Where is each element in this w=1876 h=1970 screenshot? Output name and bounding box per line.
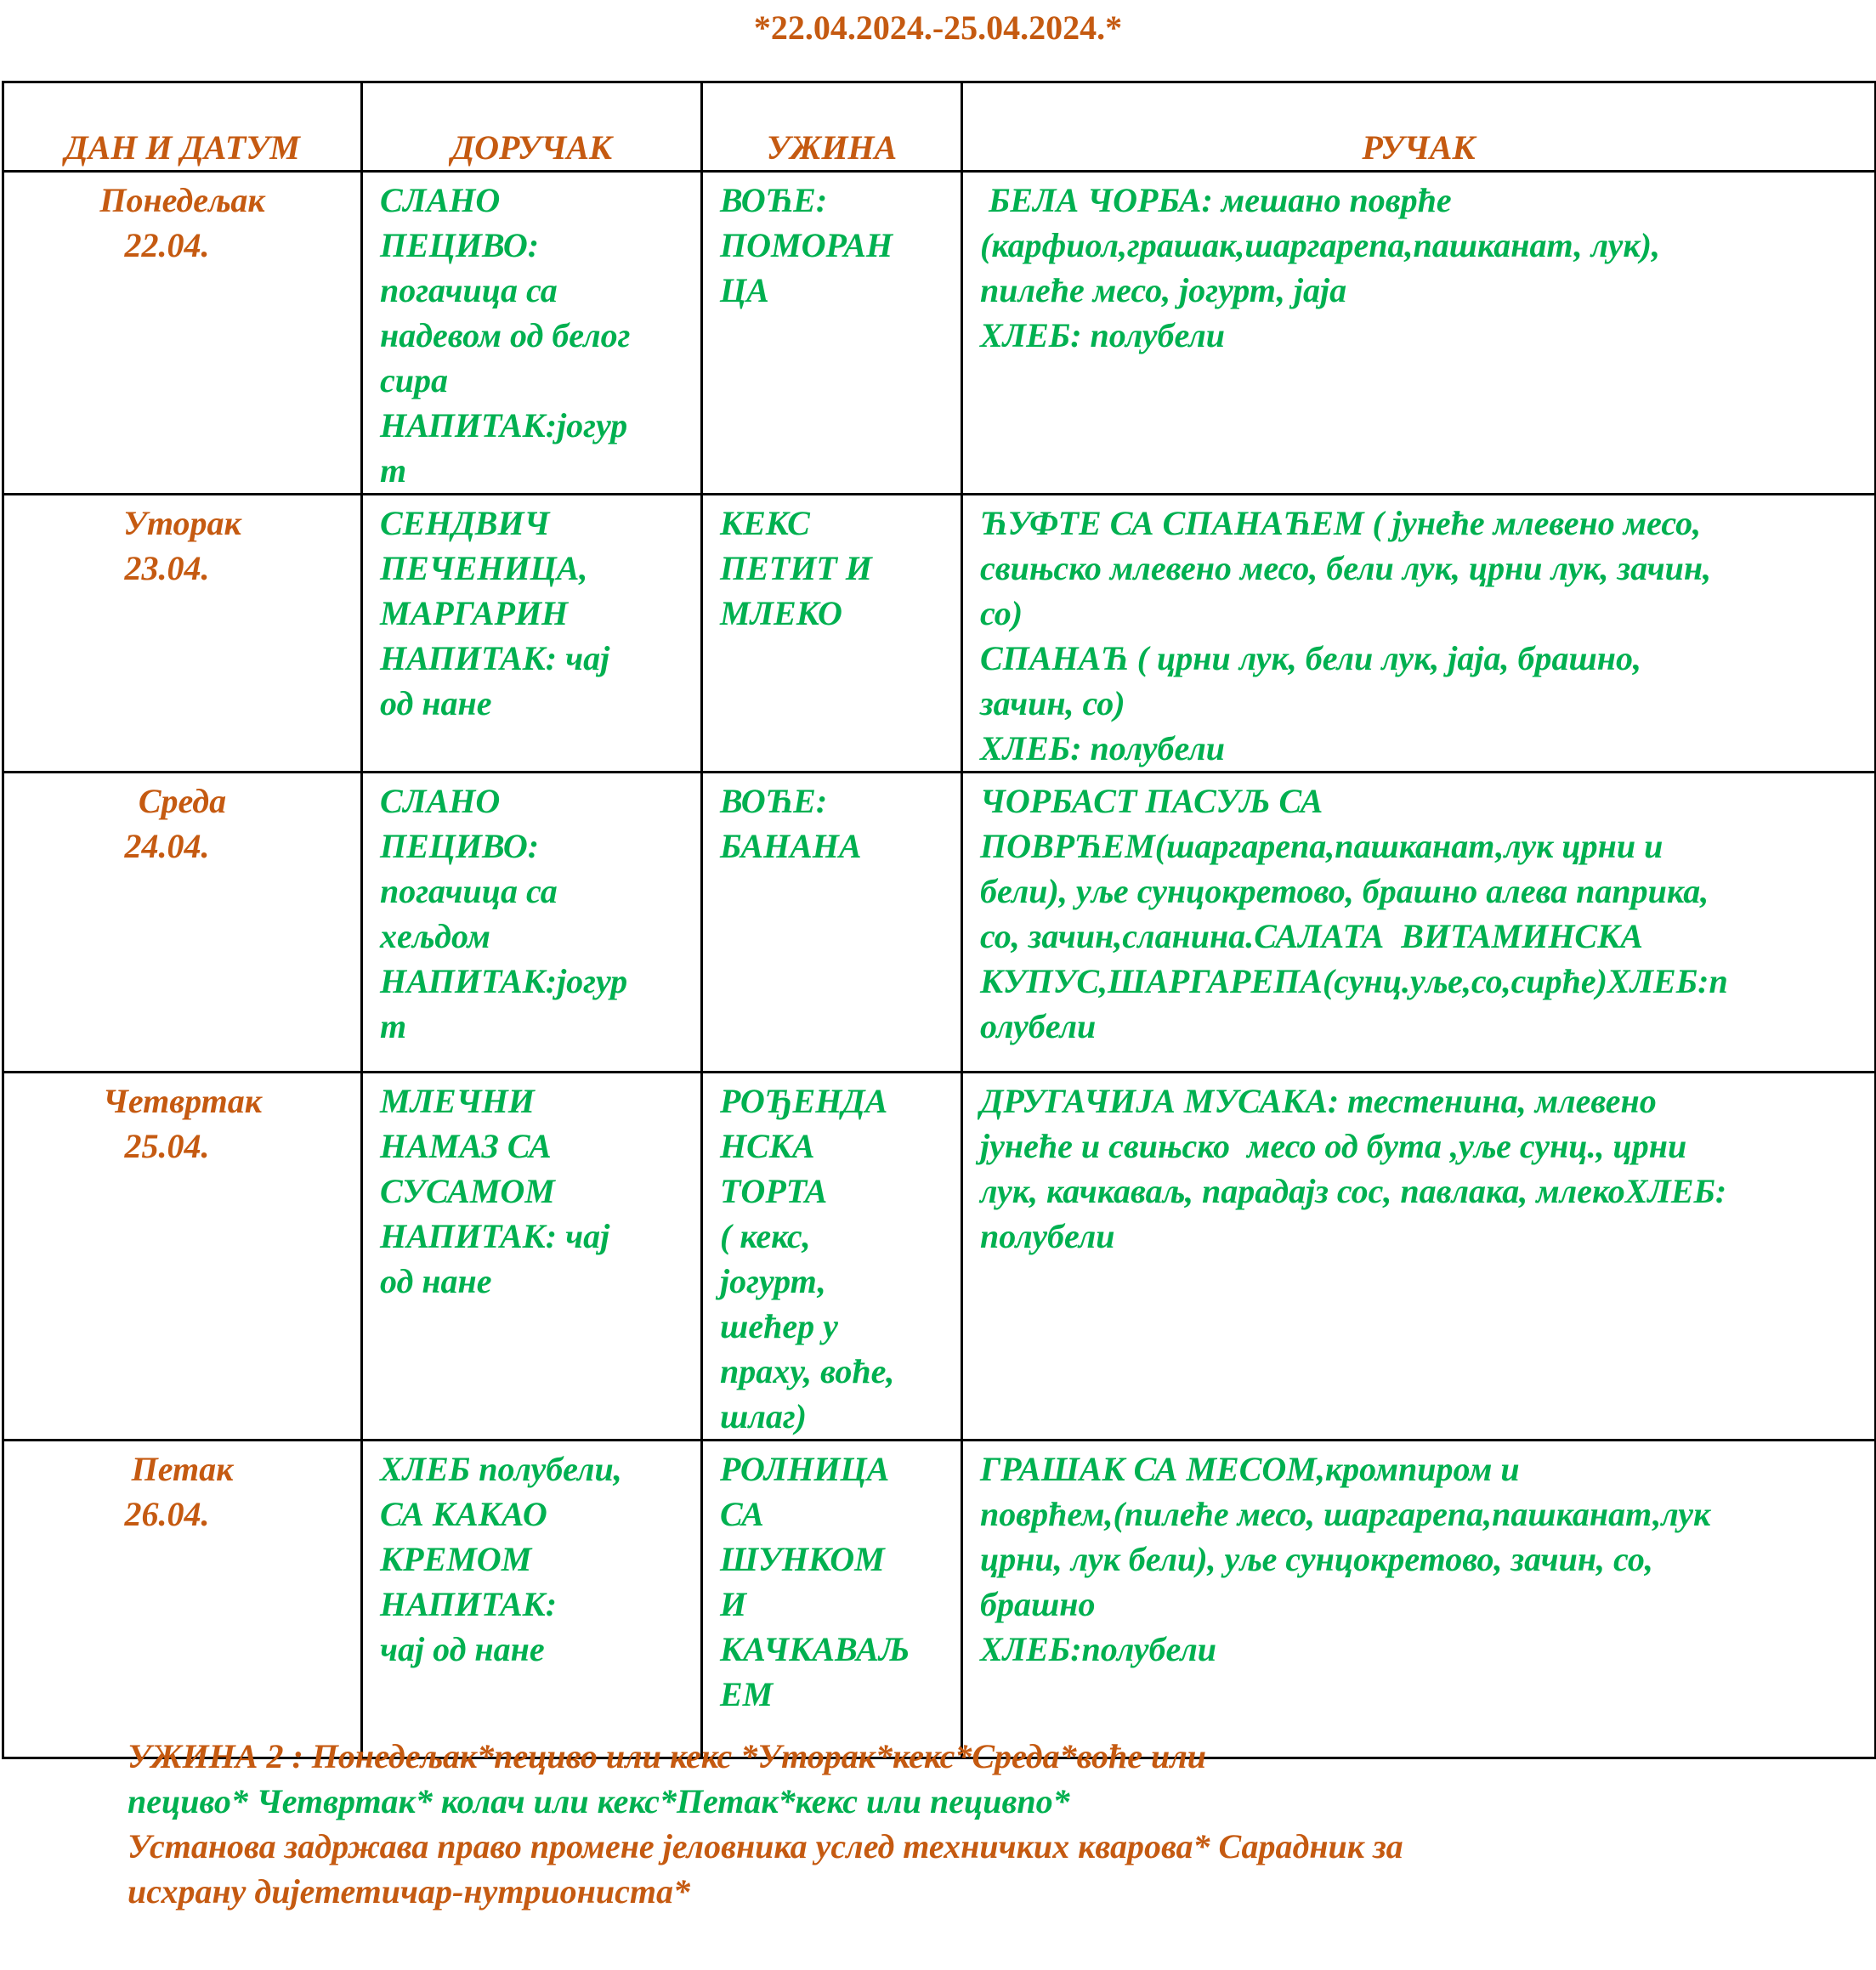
day-date: 22.04.: [124, 226, 210, 264]
breakfast-line: СЕНДВИЧ: [380, 504, 550, 542]
breakfast-line: од нане: [380, 1262, 492, 1300]
breakfast-line: МАРГАРИН: [380, 594, 569, 632]
lunch-line: ЧОРБАСТ ПАСУЉ СА: [980, 782, 1323, 820]
breakfast-line: НАПИТАК: чај: [380, 1217, 610, 1255]
lunch-line: ХЛЕБ: полубели: [980, 729, 1226, 767]
lunch-line: БЕЛА ЧОРБА: мешано поврће: [980, 181, 1452, 219]
snack-line: НСКА: [720, 1127, 815, 1165]
breakfast-line: т: [380, 451, 407, 490]
snack-line: МЛЕКО: [720, 594, 842, 632]
breakfast-line: т: [380, 1007, 407, 1045]
lunch-line: олубели: [980, 1007, 1097, 1045]
lunch-line: бели), уље сунцокретово, брашно алева паприка,: [980, 872, 1709, 910]
footer-snack2-line: пециво* Четвртак* колач или кекс*Петак*кекс или пецивпо*: [128, 1782, 1070, 1820]
breakfast-line: НАМАЗ СА: [380, 1127, 552, 1165]
footer-note-line: Установа задржава право промене јеловника услед техничких кварова* Сарадник за: [128, 1827, 1403, 1865]
breakfast-line: ПЕЦИВО:: [380, 827, 540, 865]
snack-line: ВОЋЕ:: [720, 181, 828, 219]
lunch-cell: [962, 172, 1876, 495]
snack-line: КЕКС: [720, 504, 810, 542]
snack-line: РОЂЕНДА: [720, 1082, 888, 1120]
snack-line: КАЧКАВАЉ: [720, 1630, 910, 1668]
lunch-line: зачин, со): [980, 684, 1125, 722]
lunch-line: црни, лук бели), уље сунцокретово, зачин, со,: [980, 1540, 1653, 1578]
breakfast-line: НАПИТАК:: [380, 1585, 558, 1623]
header-snack: УЖИНА: [702, 82, 962, 172]
snack-line: ЕМ: [720, 1675, 774, 1713]
lunch-line: со, зачин,сланина.САЛАТА ВИТАМИНСКА: [980, 917, 1643, 955]
table-row: [3, 1441, 1876, 1758]
lunch-line: КУПУС,ШАРГАРЕПА(сунц.уље,со,сирће)ХЛЕБ:п: [980, 962, 1728, 1000]
footer-note-line: исхрану дијететичар-нутриониста*: [128, 1872, 690, 1911]
breakfast-cell: [362, 1073, 702, 1441]
lunch-line: СПАНАЋ ( црни лук, бели лук, јаја, брашно,: [980, 639, 1641, 677]
breakfast-line: СЛАНО: [380, 782, 501, 820]
breakfast-cell: [362, 172, 702, 495]
snack-cell: [702, 495, 962, 773]
breakfast-cell: [362, 495, 702, 773]
day-date-cell: [3, 1073, 362, 1441]
table-row: [3, 172, 1876, 495]
snack-cell: [702, 172, 962, 495]
snack-line: ЦА: [720, 271, 769, 309]
snack-cell: [702, 1073, 962, 1441]
snack-line: ( кекс,: [720, 1217, 811, 1255]
breakfast-line: СА КАКАО: [380, 1495, 547, 1533]
lunch-line: ХЛЕБ:полубели: [980, 1630, 1217, 1668]
breakfast-line: НАПИТАК: чај: [380, 639, 610, 677]
day-name: Понедељак: [99, 181, 265, 219]
breakfast-line: погачица са: [380, 271, 558, 309]
breakfast-line: погачица са: [380, 872, 558, 910]
breakfast-cell: [362, 773, 702, 1073]
snack-line: праху, воће,: [720, 1352, 895, 1390]
lunch-line: поврћем,(пилеће месо, шаргарепа,пашканат,лук: [980, 1495, 1711, 1533]
breakfast-line: СЛАНО: [380, 181, 501, 219]
snack-line: јогурт,: [720, 1262, 826, 1300]
lunch-line: со): [980, 594, 1023, 632]
lunch-line: (карфиол,грашак,шаргарепа,пашканат, лук),: [980, 226, 1660, 264]
snack-line: БАНАНА: [720, 827, 862, 865]
footer-notes: [128, 1734, 1785, 1914]
day-date: 26.04.: [124, 1495, 210, 1533]
breakfast-line: НАПИТАК:јогур: [380, 406, 628, 444]
table-row: [3, 773, 1876, 1073]
day-name: Среда: [138, 782, 227, 820]
day-date: 25.04.: [124, 1127, 210, 1165]
lunch-line: брашно: [980, 1585, 1096, 1623]
day-name: Уторак: [123, 504, 241, 542]
snack-line: РОЛНИЦА: [720, 1450, 890, 1488]
lunch-line: пилеће месо, јогурт, јаја: [980, 271, 1347, 309]
header-breakfast: ДОРУЧАК: [362, 82, 702, 172]
breakfast-line: ХЛЕБ полубели,: [380, 1450, 622, 1488]
snack-cell: [702, 1441, 962, 1758]
header-lunch: РУЧАК: [962, 82, 1876, 172]
footer-snack2-line: УЖИНА 2 : Понедељак*пециво или кекс *Уторак*кекс*Среда*воће или: [128, 1737, 1206, 1775]
menu-table: [2, 81, 1876, 1759]
day-name: Петак: [131, 1450, 234, 1488]
table-row: [3, 1073, 1876, 1441]
breakfast-line: надевом од белог: [380, 316, 631, 354]
lunch-line: ДРУГАЧИЈА МУСАКА: тестенина, млевено: [980, 1082, 1657, 1120]
snack-line: ВОЋЕ:: [720, 782, 828, 820]
breakfast-line: ПЕЦИВО:: [380, 226, 540, 264]
lunch-line: свињско млевено месо, бели лук, црни лук, зачин,: [980, 549, 1712, 587]
lunch-line: јунеће и свињско месо од бута ,уље сунц., црни: [980, 1127, 1687, 1165]
day-date-cell: [3, 773, 362, 1073]
breakfast-line: чај од нане: [380, 1630, 545, 1668]
snack-line: ПОМОРАН: [720, 226, 893, 264]
lunch-cell: [962, 773, 1876, 1073]
day-name: Четвртак: [103, 1082, 262, 1120]
day-date-cell: [3, 1441, 362, 1758]
snack-line: ПЕТИТ И: [720, 549, 872, 587]
snack-line: шећер у: [720, 1307, 838, 1345]
lunch-line: ЋУФТЕ СА СПАНАЋЕМ ( јунеће млевено месо,: [980, 504, 1702, 542]
lunch-cell: [962, 495, 1876, 773]
breakfast-line: ПЕЧЕНИЦА,: [380, 549, 588, 587]
lunch-line: лук, качкаваљ, парадајз сос, павлака, млекоХЛЕБ:: [980, 1172, 1727, 1210]
breakfast-line: КРЕМОМ: [380, 1540, 532, 1578]
breakfast-line: сира: [380, 361, 448, 399]
breakfast-line: МЛЕЧНИ: [380, 1082, 535, 1120]
breakfast-line: од нане: [380, 684, 492, 722]
breakfast-line: НАПИТАК:јогур: [380, 962, 628, 1000]
day-date-cell: [3, 172, 362, 495]
breakfast-line: хељдом: [380, 917, 490, 955]
header-day-date: ДАН И ДАТУМ: [3, 82, 362, 172]
table-row: [3, 495, 1876, 773]
lunch-line: ГРАШАК СА МЕСОМ,кромпиром и: [980, 1450, 1520, 1488]
lunch-cell: [962, 1441, 1876, 1758]
snack-cell: [702, 773, 962, 1073]
snack-line: шлаг): [720, 1397, 807, 1435]
day-date: 24.04.: [124, 827, 210, 865]
table-header-row: [3, 82, 1876, 172]
lunch-line: ПОВРЋЕМ(шаргарепа,пашканат,лук црни и: [980, 827, 1663, 865]
snack-line: И: [720, 1585, 747, 1623]
day-date: 23.04.: [124, 549, 210, 587]
page-title: *22.04.2024.-25.04.2024.*: [753, 8, 1123, 47]
snack-line: ШУНКОМ: [720, 1540, 885, 1578]
breakfast-cell: [362, 1441, 702, 1758]
lunch-line: ХЛЕБ: полубели: [980, 316, 1226, 354]
breakfast-line: СУСАМОМ: [380, 1172, 555, 1210]
lunch-cell: [962, 1073, 1876, 1441]
snack-line: СА: [720, 1495, 764, 1533]
snack-line: ТОРТА: [720, 1172, 828, 1210]
lunch-line: полубели: [980, 1217, 1115, 1255]
day-date-cell: [3, 495, 362, 773]
